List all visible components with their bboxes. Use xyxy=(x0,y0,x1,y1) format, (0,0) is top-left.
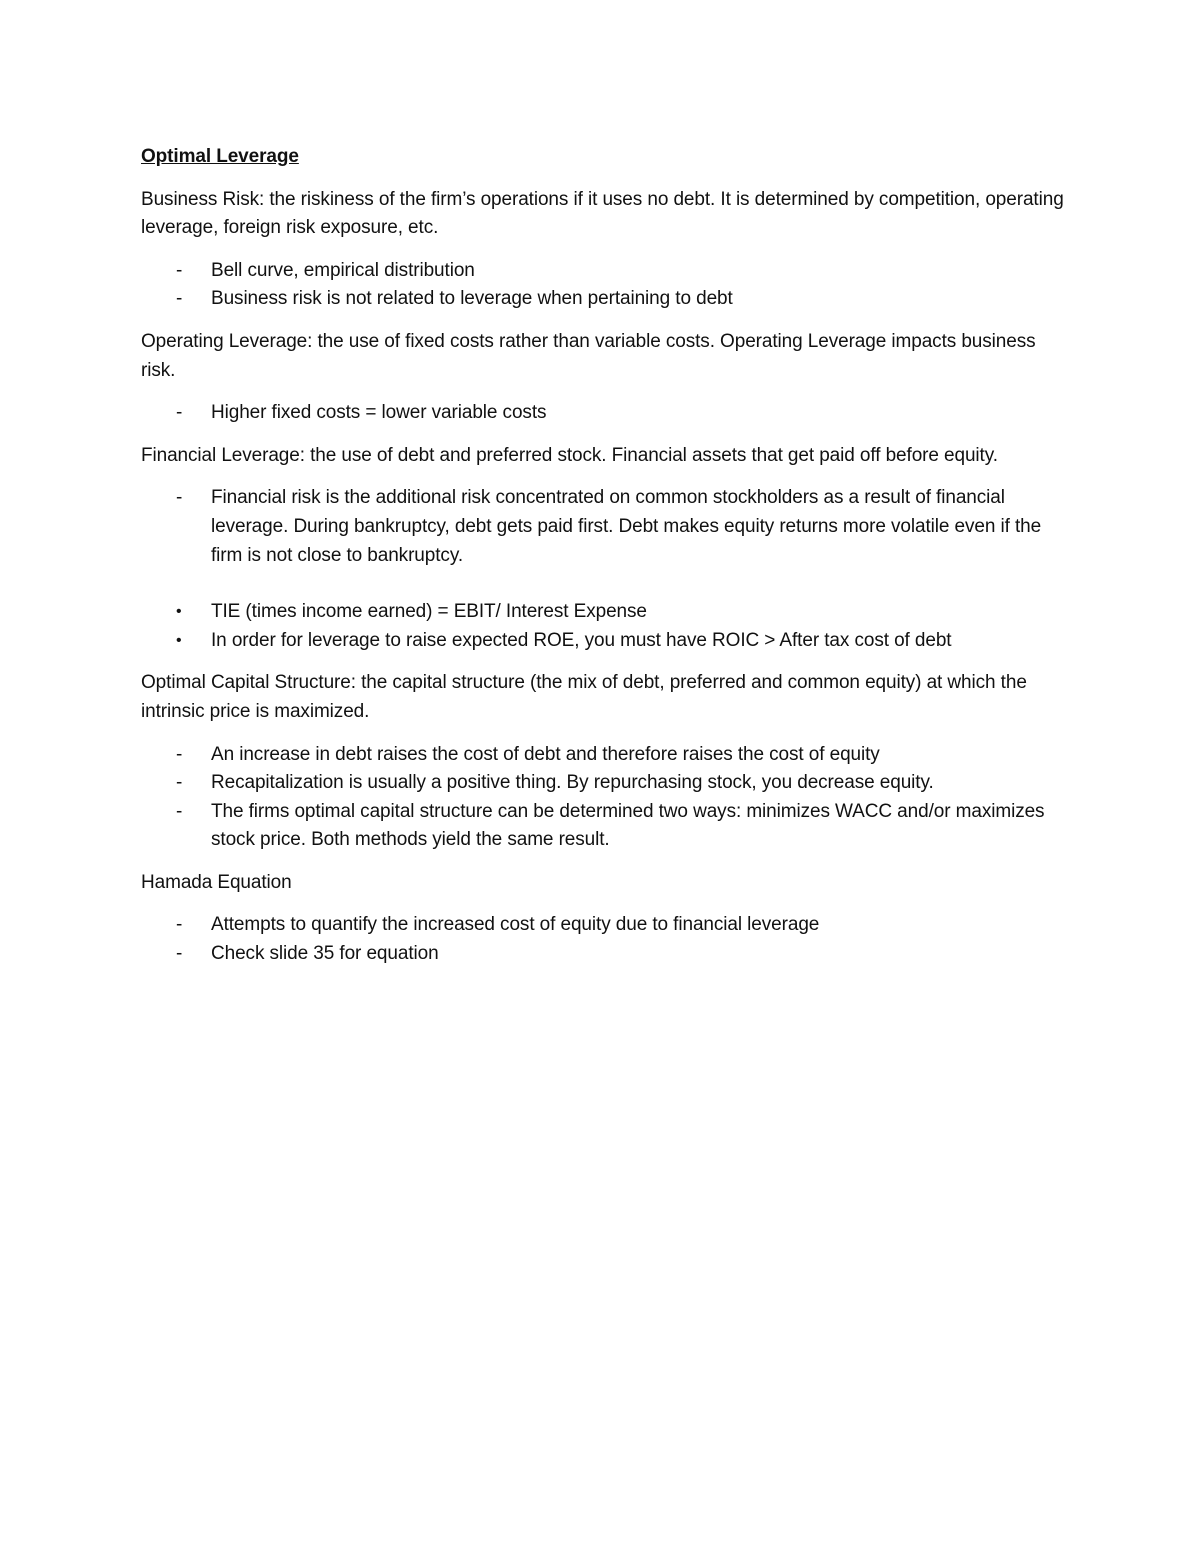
list-item xyxy=(141,911,1066,940)
optimal-capital-structure-list xyxy=(141,741,1066,855)
dash-marker: - xyxy=(176,914,183,936)
list-item-text: In order for leverage to raise expected ROE, you must have ROIC > After tax cost of debt xyxy=(211,629,952,651)
list-item xyxy=(141,627,1066,656)
list-item xyxy=(141,285,1066,314)
document-body xyxy=(141,143,1066,983)
hamada-equation-list xyxy=(141,911,1066,968)
business-risk-paragraph: Business Risk: the riskiness of the firm’s operations if it uses no debt. It is determined by competition, operating leverage, foreign risk exposure, etc. xyxy=(141,188,1064,239)
operating-leverage-list xyxy=(141,399,1066,428)
bullet-dot-icon: • xyxy=(176,631,182,649)
list-item-text: TIE (times income earned) = EBIT/ Interest Expense xyxy=(211,601,647,623)
list-item-text: Attempts to quantify the increased cost of equity due to financial leverage xyxy=(211,914,820,936)
list-item xyxy=(141,798,1066,855)
optimal-capital-structure-paragraph: Optimal Capital Structure: the capital structure (the mix of debt, preferred and common equity) at which the intrinsic price is maximized. xyxy=(141,672,1027,722)
financial-leverage-dot-list xyxy=(141,598,1066,655)
list-item xyxy=(141,598,1066,627)
dash-marker: - xyxy=(176,743,183,765)
document-title: Optimal Leverage xyxy=(141,146,299,167)
list-item xyxy=(141,741,1066,770)
dash-marker: - xyxy=(176,402,183,424)
financial-leverage-paragraph: Financial Leverage: the use of debt and preferred stock. Financial assets that get paid off before equity. xyxy=(141,444,998,466)
list-item xyxy=(141,940,1066,969)
list-item-text: Higher fixed costs = lower variable costs xyxy=(211,402,547,424)
list-item-text: Check slide 35 for equation xyxy=(211,943,439,965)
dash-marker: - xyxy=(176,487,183,509)
dash-marker: - xyxy=(176,943,183,965)
dash-marker: - xyxy=(176,288,183,310)
list-item xyxy=(141,484,1066,570)
list-item-text: Business risk is not related to leverage when pertaining to debt xyxy=(211,288,733,310)
list-item-text: Financial risk is the additional risk concentrated on common stockholders as a result of financial leverage. During bankruptcy, debt gets paid first. Debt makes equity returns more volatile even if the firm is not close to bankruptcy. xyxy=(211,487,1042,566)
dash-marker: - xyxy=(176,800,183,822)
bullet-dot-icon: • xyxy=(176,603,182,621)
list-item-text: The firms optimal capital structure can be determined two ways: minimizes WACC and/or maximizes stock price. Both methods yield the same result. xyxy=(211,800,1045,851)
operating-leverage-paragraph: Operating Leverage: the use of fixed costs rather than variable costs. Operating Leverage impacts business risk. xyxy=(141,330,1036,381)
business-risk-list xyxy=(141,257,1066,314)
dash-marker: - xyxy=(176,259,183,281)
list-item xyxy=(141,257,1066,286)
financial-leverage-list xyxy=(141,484,1066,570)
list-item-text: Recapitalization is usually a positive thing. By repurchasing stock, you decrease equity. xyxy=(211,772,934,794)
dash-marker: - xyxy=(176,772,183,794)
list-item-text: Bell curve, empirical distribution xyxy=(211,259,475,281)
list-item xyxy=(141,769,1066,798)
list-item xyxy=(141,399,1066,428)
hamada-equation-heading: Hamada Equation xyxy=(141,871,292,893)
list-item-text: An increase in debt raises the cost of debt and therefore raises the cost of equity xyxy=(211,743,880,765)
